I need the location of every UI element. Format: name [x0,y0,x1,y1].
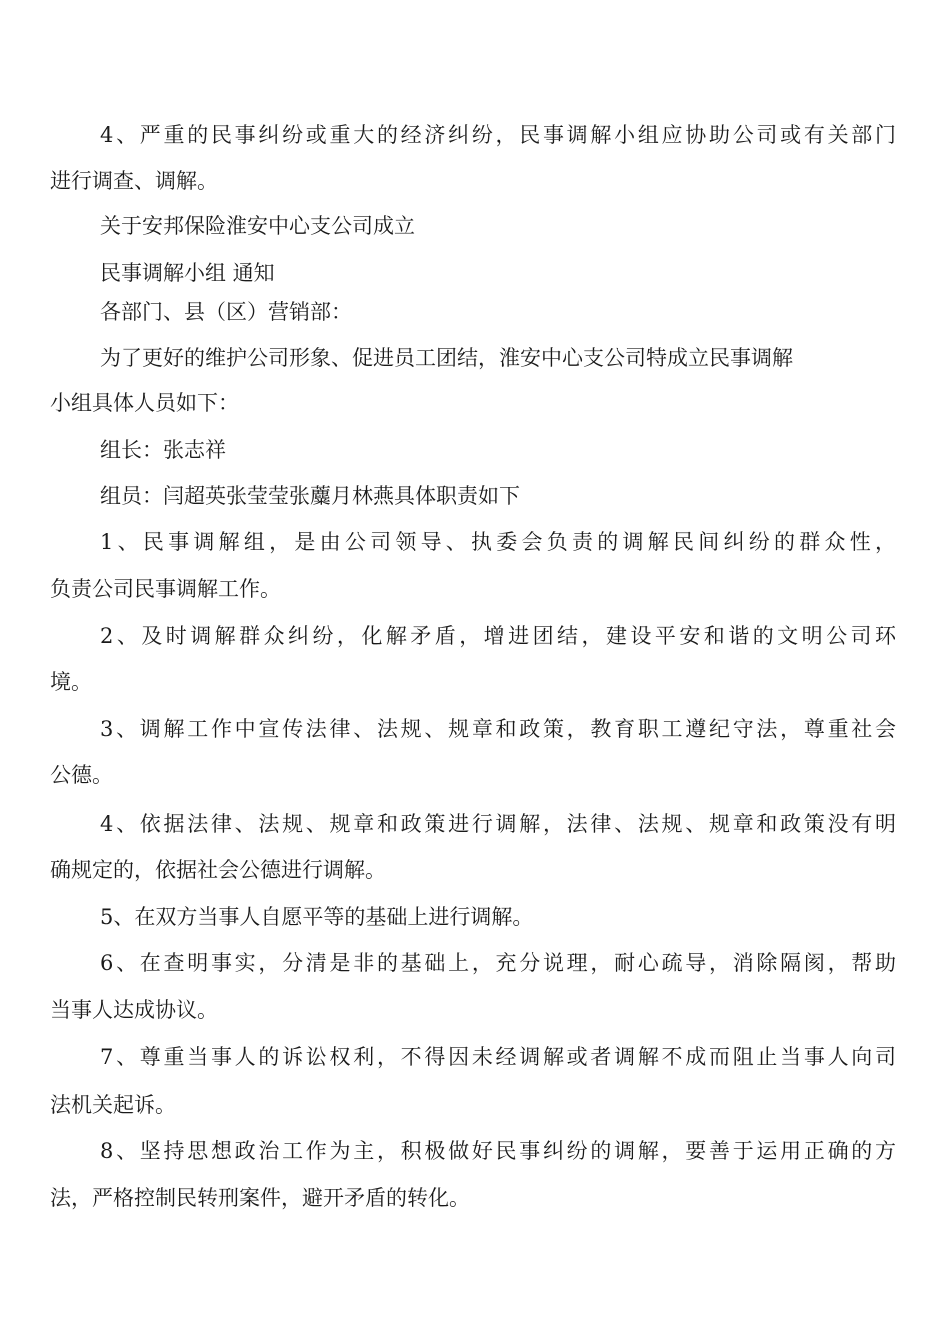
paragraph-line: 境。 [50,670,92,694]
paragraph-line: 5、在双方当事人自愿平等的基础上进行调解。 [100,905,534,929]
paragraph-line: 法，严格控制民转刑案件，避开矛盾的转化。 [50,1186,470,1210]
paragraph-line: 1、民事调解组，是由公司领导、执委会负责的调解民间纠纷的群众性， [100,530,896,554]
group-leader: 组长：张志祥 [100,438,226,462]
paragraph-line: 公德。 [50,763,113,787]
paragraph-line: 法机关起诉。 [50,1093,176,1117]
paragraph-line: 2、及时调解群众纠纷，化解矛盾，增进团结，建设平安和谐的文明公司环 [100,624,896,648]
paragraph-line: 8、坚持思想政治工作为主，积极做好民事纠纷的调解，要善于运用正确的方 [100,1139,896,1163]
notice-title-line-1: 关于安邦保险淮安中心支公司成立 [100,214,415,238]
paragraph-line: 4、严重的民事纠纷或重大的经济纠纷，民事调解小组应协助公司或有关部门 [100,123,896,147]
paragraph-line: 当事人达成协议。 [50,998,218,1022]
notice-title-line-2: 民事调解小组 通知 [100,261,275,285]
paragraph-line: 小组具体人员如下： [50,391,239,415]
paragraph-line: 3、调解工作中宣传法律、法规、规章和政策，教育职工遵纪守法，尊重社会 [100,717,896,741]
paragraph-line: 负责公司民事调解工作。 [50,577,281,601]
paragraph-line: 确规定的，依据社会公德进行调解。 [50,858,386,882]
paragraph-line: 7、尊重当事人的诉讼权利，不得因未经调解或者调解不成而阻止当事人向司 [100,1045,896,1069]
paragraph-line: 为了更好的维护公司形象、促进员工团结，淮安中心支公司特成立民事调解 [100,346,793,370]
paragraph-line: 进行调查、调解。 [50,169,218,193]
group-members: 组员：闫超英张莹莹张蘪月林燕具体职责如下 [100,484,520,508]
salutation: 各部门、县（区）营销部： [100,300,352,324]
paragraph-line: 4、依据法律、法规、规章和政策进行调解，法律、法规、规章和政策没有明 [100,812,896,836]
paragraph-line: 6、在查明事实，分清是非的基础上，充分说理，耐心疏导，消除隔阂，帮助 [100,951,896,975]
